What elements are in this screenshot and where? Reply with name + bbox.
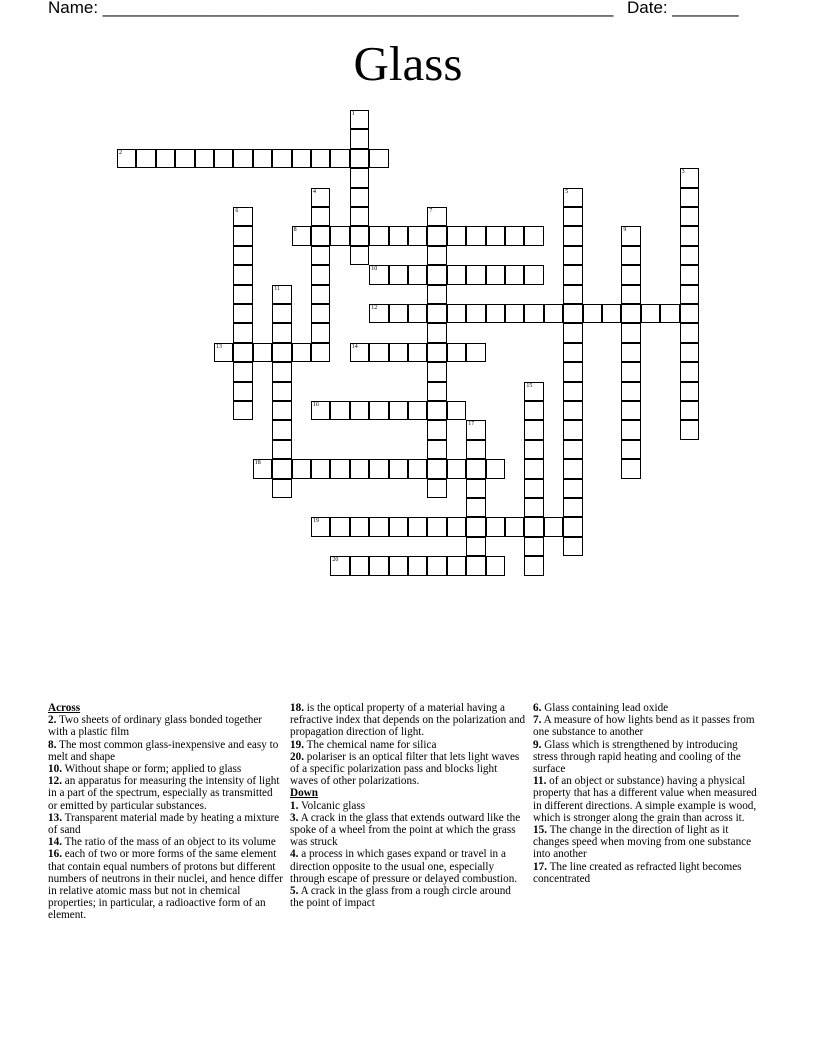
crossword-cell[interactable] (311, 517, 330, 536)
clue-number: 1 (351, 111, 355, 117)
crossword-cell[interactable] (311, 401, 330, 420)
crossword-cell[interactable] (427, 401, 446, 420)
crossword-cell[interactable] (233, 226, 252, 245)
crossword-cell[interactable] (350, 343, 369, 362)
crossword-cell[interactable] (466, 226, 485, 245)
crossword-cell[interactable] (680, 207, 699, 226)
crossword-cell[interactable] (544, 517, 563, 536)
clue-number: 10. (48, 763, 62, 776)
crossword-cell[interactable] (389, 556, 408, 575)
clue (290, 739, 526, 751)
crossword-cell[interactable] (233, 207, 252, 226)
clue-text: Transparent material made by heating a mixture of sand (48, 811, 280, 837)
crossword-cell[interactable] (233, 246, 252, 265)
crossword-cell[interactable] (427, 265, 446, 284)
crossword-cell[interactable] (680, 343, 699, 362)
clue-number: 16. (48, 848, 62, 861)
crossword-cell[interactable] (486, 265, 505, 284)
crossword-cell[interactable] (272, 323, 291, 342)
crossword-cell[interactable] (621, 362, 640, 381)
crossword-cell[interactable] (621, 226, 640, 245)
clue-text: Glass containing lead oxide (541, 702, 669, 714)
crossword-cell[interactable] (427, 517, 446, 536)
crossword-cell[interactable] (408, 343, 427, 362)
clue-text: Without shape or form; applied to glass (61, 763, 242, 776)
crossword-cell[interactable] (233, 304, 252, 323)
clue-number: 15 (526, 382, 533, 389)
crossword-cell[interactable] (408, 304, 427, 323)
crossword-cell[interactable] (563, 188, 582, 207)
clue-number: 12 (371, 305, 378, 311)
crossword-cell[interactable] (621, 459, 640, 478)
crossword-cell[interactable] (524, 304, 543, 323)
crossword-cell[interactable] (311, 343, 330, 362)
clue-number: 13 (216, 343, 222, 350)
crossword-cell[interactable] (214, 149, 233, 168)
crossword-cell[interactable] (292, 459, 311, 478)
crossword-cell[interactable] (427, 343, 446, 362)
crossword-cell[interactable] (330, 556, 349, 575)
clues-column-2 (290, 702, 526, 909)
crossword-cell[interactable] (466, 537, 485, 556)
crossword-cell[interactable] (311, 459, 330, 478)
crossword-cell[interactable] (311, 304, 330, 323)
crossword-cell[interactable] (680, 285, 699, 304)
clue-text: The ratio of the mass of an object to its volume (61, 836, 276, 849)
crossword-cell[interactable] (524, 401, 543, 420)
clue (290, 885, 526, 909)
crossword-cell[interactable] (621, 382, 640, 401)
clue-number: 16 (313, 402, 319, 408)
crossword-cell[interactable] (466, 498, 485, 517)
crossword-cell[interactable] (253, 149, 272, 168)
crossword-cell[interactable] (563, 517, 582, 536)
crossword-cell[interactable] (486, 226, 505, 245)
clue-number: 17 (468, 421, 475, 428)
clue-number: 14. (48, 836, 62, 849)
crossword-cell[interactable] (602, 304, 621, 323)
clue-number: 4. (290, 848, 299, 861)
clue (533, 824, 765, 861)
crossword-cell[interactable] (680, 188, 699, 207)
crossword-cell[interactable] (427, 362, 446, 381)
crossword-cell[interactable] (389, 226, 408, 245)
crossword-cell[interactable] (350, 188, 369, 207)
crossword-cell[interactable] (330, 226, 349, 245)
crossword-cell[interactable] (524, 459, 543, 478)
crossword-cell[interactable] (389, 517, 408, 536)
clue-number: 17. (533, 860, 547, 873)
clue-number: 7 (429, 208, 433, 214)
clue-number: 2. (48, 714, 57, 727)
clue (290, 702, 526, 739)
clue-number: 20. (290, 750, 304, 763)
crossword-cell[interactable] (369, 343, 388, 362)
page-title: Glass (353, 36, 463, 91)
clue-text: A crack in the glass that extends outward like the spoke of a wheel from the point at which the grass was struck (290, 811, 521, 849)
crossword-cell[interactable] (621, 265, 640, 284)
crossword-cell[interactable] (369, 556, 388, 575)
clue-text: each of two or more forms of the same element that contain equal numbers of protons but different numbers of neutrons in their nuclei, and hence differ in relative atomic mass but not in chemical properties; in particular, a radioactive form of an element. (48, 848, 283, 922)
crossword-cell[interactable] (524, 265, 543, 284)
crossword-cell[interactable] (350, 207, 369, 226)
crossword-cell[interactable] (311, 226, 330, 245)
clue-number: 1. (290, 799, 299, 812)
crossword-cell[interactable] (233, 285, 252, 304)
clue (533, 775, 765, 824)
clue-number: 11. (533, 775, 547, 788)
clue-text: Volcanic glass (298, 799, 366, 812)
clue-number: 6. (533, 702, 542, 714)
crossword-cell[interactable] (524, 537, 543, 556)
crossword-cell[interactable] (621, 285, 640, 304)
crossword-cell[interactable] (292, 226, 311, 245)
crossword-cell[interactable] (195, 149, 214, 168)
crossword-cell[interactable] (233, 149, 252, 168)
crossword-cell[interactable] (680, 226, 699, 245)
crossword-cell[interactable] (272, 343, 291, 362)
crossword-cell[interactable] (369, 149, 388, 168)
crossword-cell[interactable] (272, 401, 291, 420)
crossword-cell[interactable] (156, 149, 175, 168)
crossword-cell[interactable] (524, 226, 543, 245)
crossword-cell[interactable] (233, 362, 252, 381)
crossword-cell[interactable] (466, 304, 485, 323)
crossword-cell[interactable] (330, 401, 349, 420)
crossword-cell[interactable] (486, 556, 505, 575)
crossword-cell[interactable] (408, 401, 427, 420)
clue-number: 8 (293, 227, 297, 234)
crossword-cell[interactable] (563, 382, 582, 401)
clue-number: 11 (274, 285, 280, 292)
crossword-cell[interactable] (621, 246, 640, 265)
crossword-cell[interactable] (427, 556, 446, 575)
clue-number: 14 (351, 343, 358, 350)
clue-text: The change in the direction of light as it changes speed when moving from one substance into another (533, 824, 752, 861)
clue-text: Glass which is strengthened by introducing stress through rapid heating and cooling of the surface (533, 738, 741, 776)
crossword-cell[interactable] (524, 440, 543, 459)
crossword-cell[interactable] (233, 265, 252, 284)
clue-number: 7. (533, 714, 542, 727)
crossword-cell[interactable] (505, 304, 524, 323)
crossword-cell[interactable] (563, 343, 582, 362)
clue (48, 763, 284, 775)
crossword-cell[interactable] (389, 304, 408, 323)
crossword-cell[interactable] (292, 149, 311, 168)
crossword-cell[interactable] (330, 459, 349, 478)
crossword-cell[interactable] (408, 226, 427, 245)
clue (290, 800, 526, 812)
crossword-cell[interactable] (505, 517, 524, 536)
clue-text: of an object or substance) having a physical property that has a different value when measured in different directions. A simple example is wood, which is stronger along the grain than across it. (533, 775, 757, 824)
crossword-cell[interactable] (447, 265, 466, 284)
crossword-cell[interactable] (563, 498, 582, 517)
crossword-cell[interactable] (175, 149, 194, 168)
crossword-cell[interactable] (330, 149, 349, 168)
crossword-cell[interactable] (311, 285, 330, 304)
crossword-cell[interactable] (563, 207, 582, 226)
crossword-cell[interactable] (563, 226, 582, 245)
crossword-cell[interactable] (486, 304, 505, 323)
crossword-cell[interactable] (330, 517, 349, 536)
crossword-cell[interactable] (427, 420, 446, 439)
clue (533, 739, 765, 776)
crossword-cell[interactable] (272, 459, 291, 478)
crossword-cell[interactable] (427, 285, 446, 304)
crossword-cell[interactable] (641, 304, 660, 323)
crossword-cell[interactable] (214, 343, 233, 362)
clue (290, 812, 526, 849)
crossword-cell[interactable] (583, 304, 602, 323)
crossword-cell[interactable] (136, 149, 155, 168)
crossword-cell[interactable] (311, 207, 330, 226)
crossword-cell[interactable] (447, 517, 466, 536)
crossword-cell[interactable] (427, 382, 446, 401)
crossword-cell[interactable] (563, 362, 582, 381)
clue-number: 9 (623, 227, 627, 234)
crossword-cell[interactable] (350, 246, 369, 265)
crossword-cell[interactable] (466, 265, 485, 284)
clues-column-1 (48, 702, 284, 922)
crossword-cell[interactable] (272, 440, 291, 459)
crossword-cell[interactable] (447, 304, 466, 323)
crossword-cell[interactable] (621, 420, 640, 439)
crossword-cell[interactable] (292, 343, 311, 362)
crossword-cell[interactable] (369, 265, 388, 284)
clue-number: 9. (533, 738, 542, 751)
crossword-cell[interactable] (621, 401, 640, 420)
clue (290, 848, 526, 885)
crossword-cell[interactable] (427, 304, 446, 323)
crossword-cell[interactable] (272, 285, 291, 304)
crossword-cell[interactable] (621, 304, 640, 323)
clue-number: 20 (332, 557, 339, 564)
crossword-cell[interactable] (369, 226, 388, 245)
crossword-cell[interactable] (272, 479, 291, 498)
crossword-cell[interactable] (389, 459, 408, 478)
crossword-cell[interactable] (621, 323, 640, 342)
crossword-cell[interactable] (621, 343, 640, 362)
crossword-cell[interactable] (427, 479, 446, 498)
crossword-cell[interactable] (563, 440, 582, 459)
clue-number: 19 (313, 518, 319, 525)
crossword-cell[interactable] (524, 556, 543, 575)
crossword-cell[interactable] (427, 459, 446, 478)
crossword-cell[interactable] (311, 265, 330, 284)
crossword-cell[interactable] (389, 265, 408, 284)
clue-text: polariser is an optical filter that lets light waves of a specific polarization pass and blocks light waves of other polarizations. (290, 750, 520, 788)
crossword-cell[interactable] (311, 323, 330, 342)
crossword-cell[interactable] (563, 304, 582, 323)
crossword-cell[interactable] (350, 459, 369, 478)
clue-number: 19. (290, 738, 304, 751)
clue-text: The chemical name for silica (303, 738, 437, 751)
crossword-cell[interactable] (369, 401, 388, 420)
crossword-cell[interactable] (544, 304, 563, 323)
crossword-cell[interactable] (621, 440, 640, 459)
clue-number: 18. (290, 702, 304, 714)
clue-section-heading: Down (290, 787, 318, 800)
clue (533, 861, 765, 885)
clue (48, 848, 284, 921)
crossword-cell[interactable] (369, 304, 388, 323)
clue (48, 714, 284, 738)
crossword-cell[interactable] (680, 401, 699, 420)
crossword-cell[interactable] (563, 323, 582, 342)
crossword-cell[interactable] (408, 265, 427, 284)
clue-text: is the optical property of a material having a refractive index that depends on the polarization and propagation direction of light. (290, 702, 526, 739)
clue-number: 12. (48, 775, 62, 788)
clue-number: 5. (290, 885, 299, 898)
crossword-cell[interactable] (350, 129, 369, 148)
clue-number: 6 (235, 208, 239, 214)
clue (533, 702, 765, 714)
crossword-cell[interactable] (311, 188, 330, 207)
crossword-cell[interactable] (524, 420, 543, 439)
clue-number: 8. (48, 738, 57, 751)
crossword-cell[interactable] (408, 459, 427, 478)
crossword-cell[interactable] (253, 459, 272, 478)
clues-column-3 (533, 702, 765, 885)
crossword-cell[interactable] (466, 556, 485, 575)
crossword-cell[interactable] (350, 110, 369, 129)
crossword-cell[interactable] (117, 149, 136, 168)
clue-number: 15. (533, 824, 547, 837)
clue-number: 2 (119, 149, 122, 156)
crossword-cell[interactable] (272, 382, 291, 401)
crossword-cell[interactable] (272, 149, 291, 168)
crossword-cell[interactable] (466, 420, 485, 439)
clue-number: 5 (565, 188, 569, 195)
clue-text: Two sheets of ordinary glass bonded together with a plastic film (48, 714, 263, 739)
crossword-cell[interactable] (427, 207, 446, 226)
clue-text: A measure of how lights bend as it passes from one substance to another (533, 714, 755, 739)
crossword-cell[interactable] (447, 343, 466, 362)
clue (290, 751, 526, 788)
crossword-cell[interactable] (680, 265, 699, 284)
crossword-cell[interactable] (680, 168, 699, 187)
name-field-label: Name: ______________________________________________________ (48, 0, 614, 17)
date-field-label: Date: _______ (627, 0, 739, 17)
crossword-cell[interactable] (563, 265, 582, 284)
crossword-cell[interactable] (350, 517, 369, 536)
crossword-cell[interactable] (563, 401, 582, 420)
crossword-cell[interactable] (524, 382, 543, 401)
crossword-cell[interactable] (524, 498, 543, 517)
crossword-cell[interactable] (447, 401, 466, 420)
clue (48, 812, 284, 836)
clue-number: 3 (681, 169, 685, 176)
crossword-cell[interactable] (680, 382, 699, 401)
crossword-cell[interactable] (563, 420, 582, 439)
crossword-cell[interactable] (447, 459, 466, 478)
crossword-cell[interactable] (466, 440, 485, 459)
crossword-cell[interactable] (680, 323, 699, 342)
crossword-cell[interactable] (427, 226, 446, 245)
crossword-cell[interactable] (466, 459, 485, 478)
crossword-cell[interactable] (680, 362, 699, 381)
crossword-cell[interactable] (311, 149, 330, 168)
crossword-cell[interactable] (680, 304, 699, 323)
clue-text: a process in which gases expand or travel in a direction opposite to the usual one, especially through escape of pressure or delayed combustion. (290, 848, 518, 885)
crossword-cell[interactable] (427, 246, 446, 265)
crossword-cell[interactable] (680, 246, 699, 265)
crossword-cell[interactable] (389, 343, 408, 362)
crossword-cell[interactable] (233, 323, 252, 342)
crossword-cell[interactable] (563, 479, 582, 498)
clue-text: an apparatus for measuring the intensity of light in a part of the spectrum, especially as transmitted or emitted by particular substances. (48, 775, 280, 812)
crossword-cell[interactable] (311, 246, 330, 265)
crossword-cell[interactable] (350, 401, 369, 420)
crossword-cell[interactable] (563, 246, 582, 265)
crossword-cell[interactable] (272, 304, 291, 323)
crossword-cell[interactable] (350, 556, 369, 575)
clue-text: The line created as refracted light becomes concentrated (533, 860, 742, 885)
clue-text: The most common glass-inexpensive and easy to melt and shape (48, 738, 279, 763)
clue-number: 3. (290, 811, 299, 824)
crossword-cell[interactable] (505, 265, 524, 284)
crossword-cell[interactable] (486, 517, 505, 536)
crossword-cell[interactable] (272, 420, 291, 439)
crossword-cell[interactable] (447, 226, 466, 245)
crossword-cell[interactable] (563, 537, 582, 556)
crossword-cell[interactable] (447, 556, 466, 575)
crossword-cell[interactable] (389, 401, 408, 420)
clue (533, 714, 765, 738)
crossword-cell[interactable] (253, 343, 272, 362)
crossword-cell[interactable] (466, 479, 485, 498)
crossword-cell[interactable] (427, 440, 446, 459)
crossword-cell[interactable] (466, 517, 485, 536)
clue-number: 10 (371, 266, 378, 273)
clue-number: 18 (254, 460, 261, 467)
crossword-cell[interactable] (408, 517, 427, 536)
crossword-cell[interactable] (369, 459, 388, 478)
clue (48, 775, 284, 812)
clue-number: 4 (313, 188, 316, 195)
crossword-cell[interactable] (660, 304, 679, 323)
crossword-cell[interactable] (350, 168, 369, 187)
crossword-cell[interactable] (680, 420, 699, 439)
crossword-cell[interactable] (350, 226, 369, 245)
crossword-cell[interactable] (466, 343, 485, 362)
crossword-cell[interactable] (350, 149, 369, 168)
crossword-cell[interactable] (408, 556, 427, 575)
clue (48, 836, 284, 848)
crossword-cell[interactable] (369, 517, 388, 536)
clue-text: A crack in the glass from a rough circle around the point of impact (290, 885, 511, 910)
clue-number: 13. (48, 811, 62, 824)
crossword-cell[interactable] (272, 362, 291, 381)
crossword-cell[interactable] (486, 459, 505, 478)
crossword-cell[interactable] (233, 343, 252, 362)
clue (48, 739, 284, 763)
crossword-cell[interactable] (563, 285, 582, 304)
crossword-cell[interactable] (505, 226, 524, 245)
crossword-cell[interactable] (524, 479, 543, 498)
crossword-cell[interactable] (233, 382, 252, 401)
crossword-cell[interactable] (563, 459, 582, 478)
crossword-cell[interactable] (233, 401, 252, 420)
crossword-cell[interactable] (427, 323, 446, 342)
crossword-cell[interactable] (524, 517, 543, 536)
clue-section-heading: Across (48, 702, 81, 714)
